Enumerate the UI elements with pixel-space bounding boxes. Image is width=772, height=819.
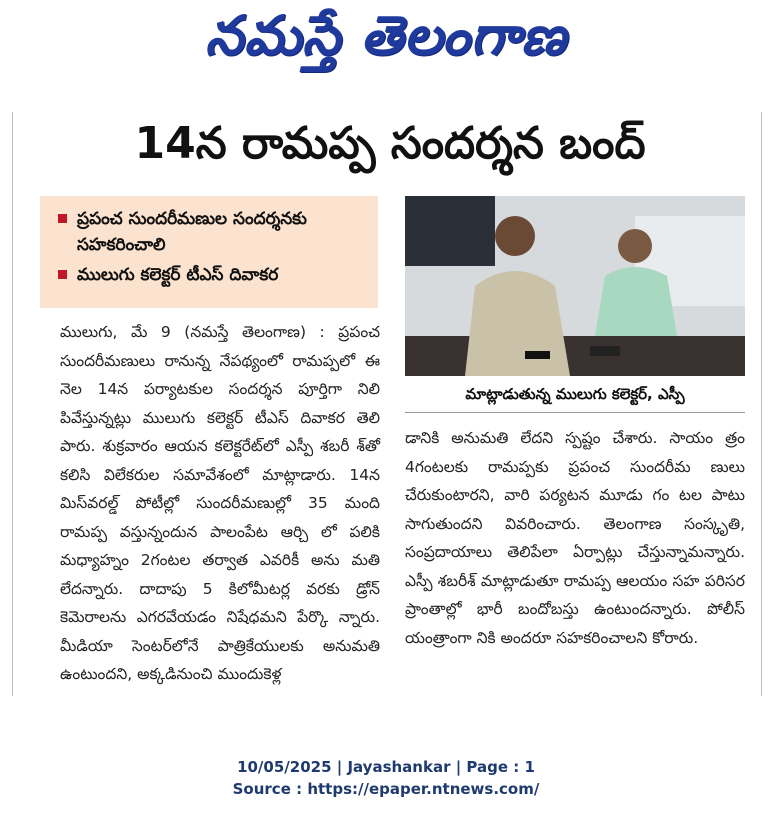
caption-divider — [405, 412, 745, 413]
masthead-logo: నమస్తే తెలంగాణ — [205, 4, 567, 67]
subdeck-item — [54, 262, 364, 288]
subdeck-item — [54, 206, 364, 258]
article-body-left: ములుగు, మే 9 (నమస్తే తెలంగాణ) : ప్రపంచ సుందరీమణులు రానున్న నేపథ్యంలో రామప్పలో ఈ నెల 14న పర్యాటకుల సందర్శన పూర్తిగా నిలి పివేస్తున్నట్లు ములుగు కలెక్టర్ టీఎస్ దివాకర తెలి పారు. శుక్రవారం ఆయన కలెక్టరేట్‌లో ఎస్పీ శబరీ శ్‌తో కలిసి విలేకరుల సమావేశంలో మాట్లాడారు. 14న మిస్‌వరల్డ్ పోటీల్లో సుందరీమణుల్లో 35 మంది రామప్ప వస్తున్నందున పాలంపేట ఆర్చి లో పలికి మధ్యాహ్నం 2గంటల తర్వాత ఎవరికీ అను మతి లేదన్నారు. దాదాపు 5 కిలోమీటర్ల వరకు డ్రోన్ కెమెరాలను ఎగరవేయడం నిషేధమని పేర్కొ న్నారు. మీడియా సెంటర్‌లోనే పాత్రికేయులకు అనుమతి ఉంటుందని, అక్కడినుంచి ముందుకెళ్ల — [60, 323, 380, 683]
bullet-square-icon — [58, 214, 67, 223]
article-photo — [405, 196, 745, 376]
subdeck-text: ప్రపంచ సుందరీమణుల సందర్శనకు సహకరించాలి — [77, 209, 307, 255]
article-body-right: డానికి అనుమతి లేదని స్పష్టం చేశారు. సాయం త్రం 4గంటలకు రామప్పకు ప్రపంచ సుందరీమ ణులు చేరుకుంటారని, వారి పర్యటన మూడు గం టల పాటు సాగుతుందని వివరించారు. తెలంగాణ సంస్కృతి, సంప్రదాయాలు తెలిపేలా ఏర్పాట్లు చేస్తున్నామన్నారు. ఎస్పీ శబరీశ్ మాట్లాడుతూ రామప్ప ఆలయం సహ పరిసర ప్రాంతాల్లో భారీ బందోబస్తు ఉంటుందన్నారు. పోలీస్ యంత్రాంగా నికి అందరూ సహకరించాలని కోరారు. — [405, 429, 745, 647]
bullet-square-icon — [58, 270, 67, 279]
photo-caption: మాట్లాడుతున్న ములుగు కలెక్టర్, ఎస్పీ — [465, 385, 685, 403]
footer-source: Source : https://epaper.ntnews.com/ — [232, 780, 540, 798]
subdeck-text: ములుగు కలెక్టర్ టీఎస్ దివాకర — [77, 265, 279, 285]
subdeck — [40, 196, 378, 308]
article-headline: 14న రామప్ప సందర్శన బంద్ — [134, 118, 646, 169]
photo-illustration — [405, 196, 745, 376]
footer-date-edition: 10/05/2025 | Jayashankar | Page : 1 — [237, 758, 535, 776]
